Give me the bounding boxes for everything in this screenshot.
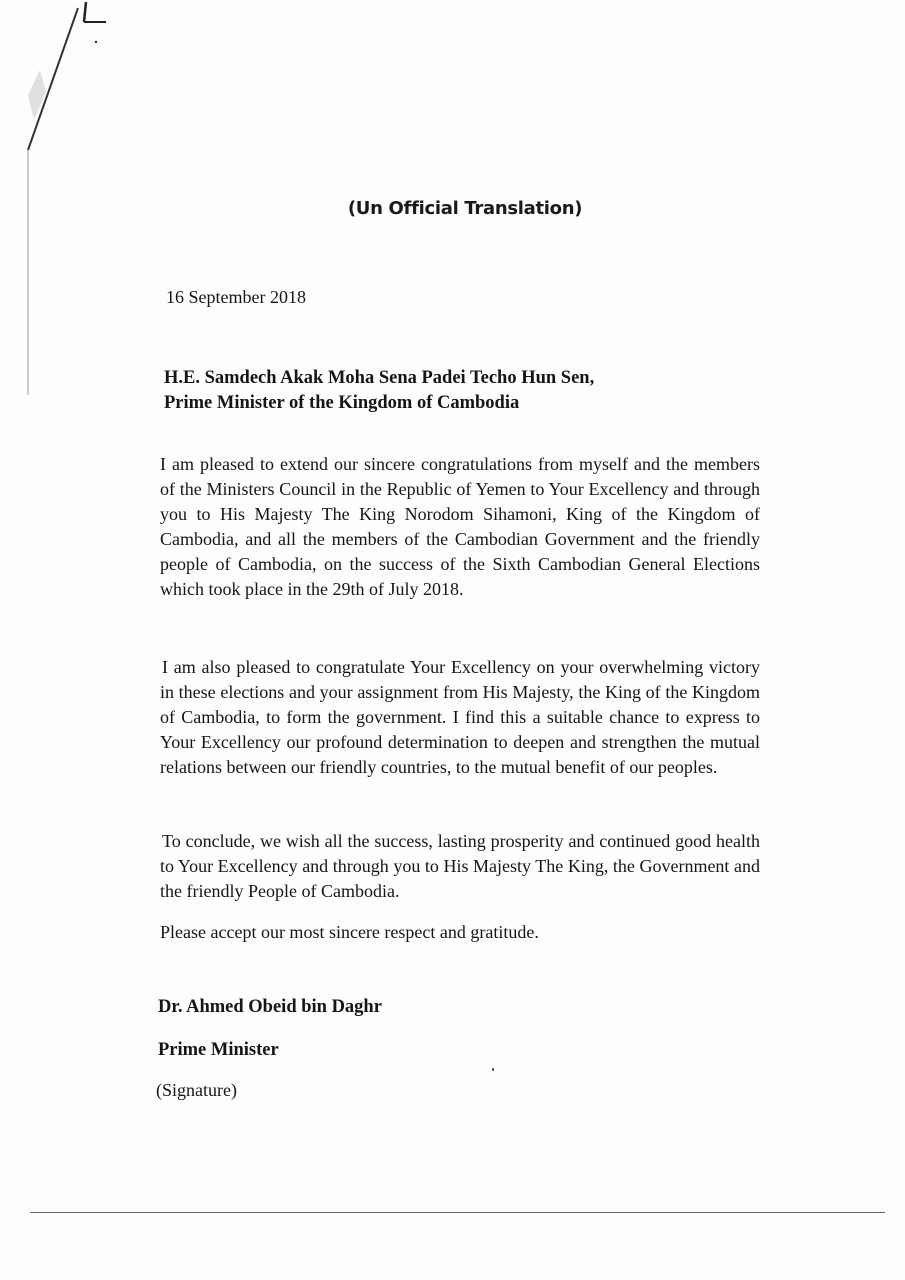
- body-paragraph: I am pleased to extend our sincere congratulations from myself and the members of the Ministers Council in the Republic of Yemen to Your Excellency and through you to His Majesty The King Norodom Sihamoni, King of the Kingdom of Cambodia, and all the members of the Cambodian Government and the friendly people of Cambodia, on the success of the Sixth Cambodian General Elections which took place in the 29th of July 2018.: [160, 454, 760, 599]
- page-title: (Un Official Translation): [347, 198, 583, 219]
- signer-title: Prime Minister: [158, 1040, 279, 1060]
- body-paragraph: Please accept our most sincere respect and gratitude.: [160, 922, 539, 942]
- scan-speck: [492, 1068, 494, 1071]
- letter-date: 16 September 2018: [166, 287, 306, 307]
- body-paragraph: I am also pleased to congratulate Your Excellency on your overwhelming victory in these elections and your assignment from His Majesty, the King of the Kingdom of Cambodia, to form the government. I find this a suitable chance to express to Your Excellency our profound determination to deepen and strengthen the mutual relations between our friendly countries, to the mutual benefit of our peoples.: [160, 657, 760, 777]
- signature-placeholder: (Signature): [156, 1080, 237, 1100]
- addressee-name: H.E. Samdech Akak Moha Sena Padei Techo Hun Sen,: [164, 368, 595, 388]
- body-paragraph: To conclude, we wish all the success, lasting prosperity and continued good health to Your Excellency and through you to His Majesty The King, the Government and the friendly People of Cambodia.: [160, 831, 760, 901]
- addressee-title: Prime Minister of the Kingdom of Cambodia: [164, 393, 520, 413]
- signer-name: Dr. Ahmed Obeid bin Daghr: [158, 997, 382, 1017]
- addressee-block: [164, 366, 594, 416]
- footer-divider: [30, 1212, 885, 1213]
